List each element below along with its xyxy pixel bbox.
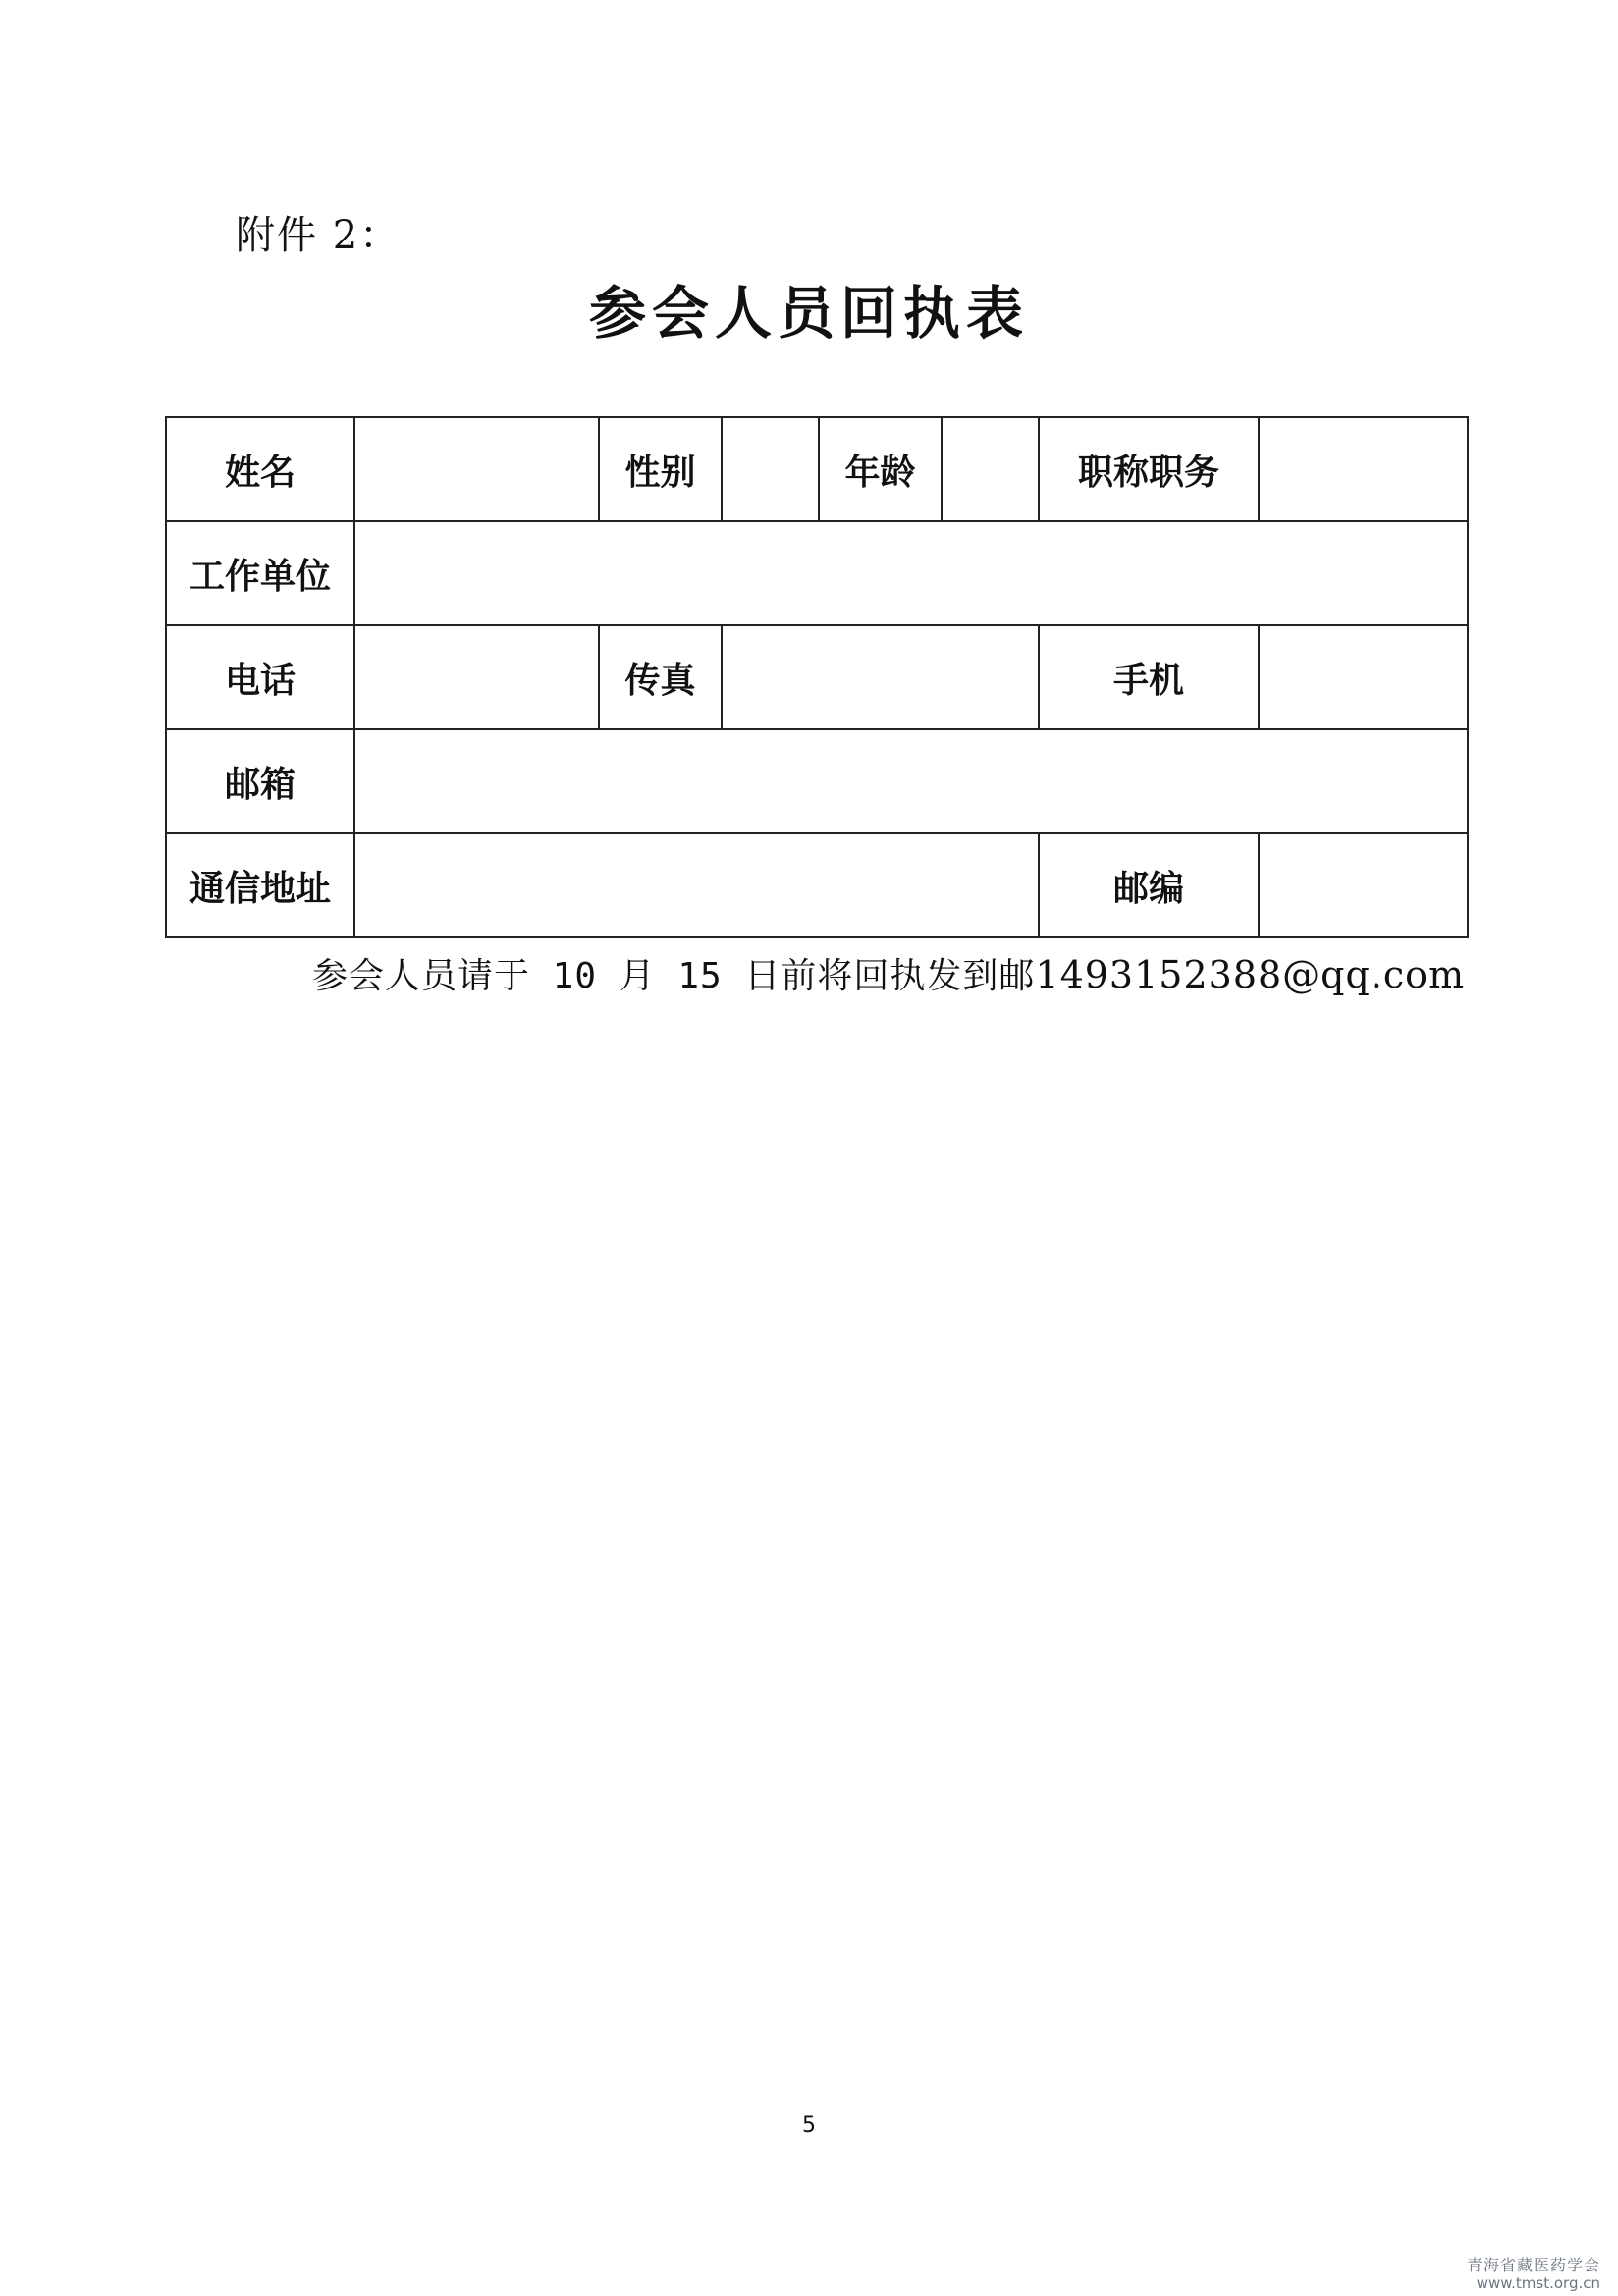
- form-row-contact: [166, 625, 1468, 729]
- name-label: 姓名: [166, 417, 354, 521]
- fax-field[interactable]: [722, 625, 1039, 729]
- email-label: 邮箱: [166, 729, 354, 833]
- postcode-field[interactable]: [1259, 833, 1468, 937]
- form-row-email: [166, 729, 1468, 833]
- phone-field[interactable]: [354, 625, 599, 729]
- page-number: 5: [802, 2113, 816, 2138]
- mobile-field[interactable]: [1259, 625, 1468, 729]
- form-row-address: [166, 833, 1468, 937]
- address-field[interactable]: [354, 833, 1039, 937]
- job-title-label: 职称职务: [1039, 417, 1259, 521]
- form-row-personal: [166, 417, 1468, 521]
- workplace-label: 工作单位: [166, 521, 354, 625]
- watermark-name: 青海省藏医药学会: [1466, 2256, 1600, 2275]
- age-label: 年龄: [819, 417, 942, 521]
- submission-note-text: 参会人员请于 10 月 15 日前将回执发到邮: [312, 956, 1036, 996]
- email-field[interactable]: [354, 729, 1468, 833]
- job-title-field[interactable]: [1259, 417, 1468, 521]
- submission-email: 1493152388@qq.com: [1035, 953, 1466, 996]
- name-field[interactable]: [354, 417, 599, 521]
- watermark-url: www.tmst.org.cn: [1476, 2273, 1600, 2292]
- attachment-label: 附件 2：: [236, 213, 402, 258]
- gender-label: 性别: [599, 417, 722, 521]
- age-field[interactable]: [942, 417, 1039, 521]
- watermark: [1467, 2257, 1600, 2292]
- submission-note: [312, 948, 1465, 998]
- postcode-label: 邮编: [1039, 833, 1259, 937]
- fax-label: 传真: [599, 625, 722, 729]
- form-title: 参会人员回执表: [588, 280, 1029, 347]
- registration-form-table: [165, 416, 1469, 938]
- workplace-field[interactable]: [354, 521, 1468, 625]
- form-row-workplace: [166, 521, 1468, 625]
- address-label: 通信地址: [166, 833, 354, 937]
- phone-label: 电话: [166, 625, 354, 729]
- mobile-label: 手机: [1039, 625, 1259, 729]
- gender-field[interactable]: [722, 417, 819, 521]
